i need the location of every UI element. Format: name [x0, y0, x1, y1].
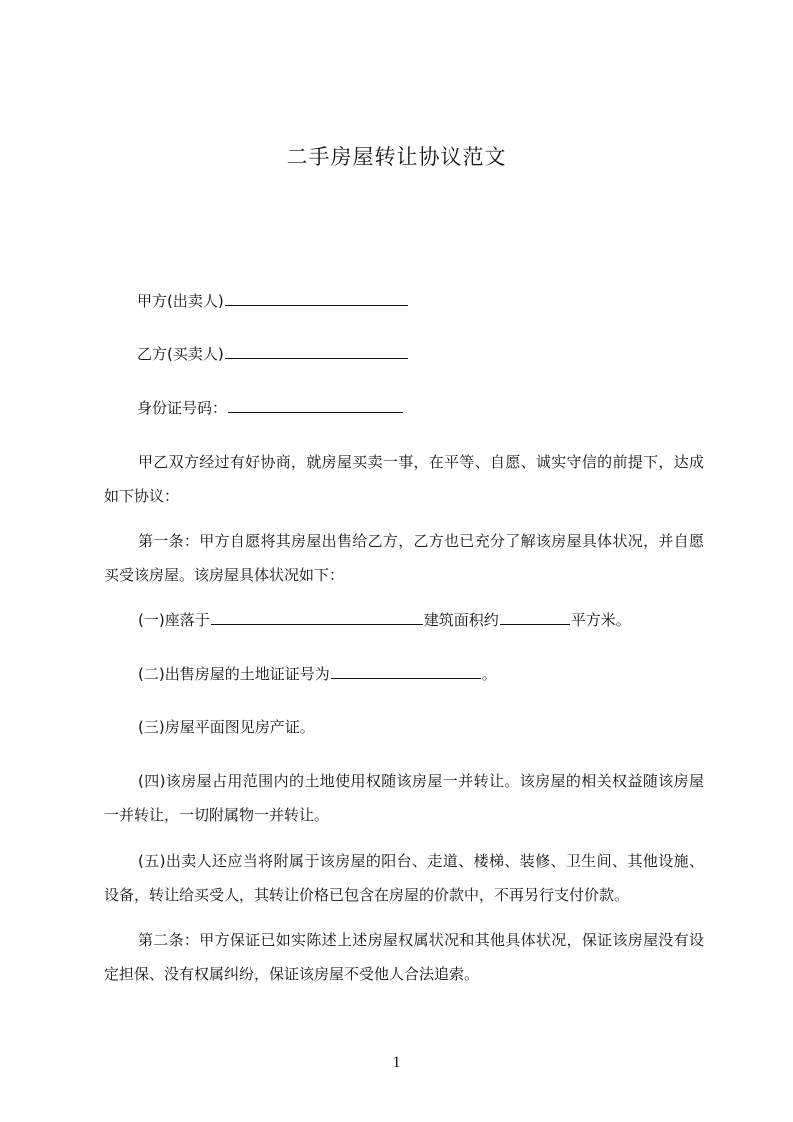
party-a-blank	[225, 291, 408, 306]
party-b-blank	[225, 344, 408, 359]
party-a-label: 甲方(出卖人)	[137, 292, 224, 310]
id-number-label: 身份证号码：	[137, 399, 228, 417]
location-blank	[211, 610, 423, 625]
item-1-suffix: 平方米。	[570, 611, 631, 629]
document-title: 二手房屋转让协议范文	[286, 145, 507, 169]
area-blank	[500, 610, 570, 625]
party-b-label: 乙方(买卖人)	[137, 345, 224, 363]
article-1-paragraph: 第一条：甲方自愿将其房屋出售给乙方，乙方也已充分了解该房屋具体状况，并自愿买受该房屋。该房屋具体状况如下：	[104, 532, 704, 584]
item-2-prefix: (二)出售房屋的土地证证号为	[138, 665, 330, 683]
id-number-line	[137, 398, 404, 418]
item-1-mid: 建筑面积约	[423, 611, 499, 629]
intro-paragraph: 甲乙双方经过有好协商，就房屋买卖一事，在平等、自愿、诚实守信的前提下，达成如下协议：	[104, 453, 704, 505]
item-4-paragraph: (四)该房屋占用范围内的土地使用权随该房屋一并转让。该房屋的相关权益随该房屋一并转让，一切附属物一并转让。	[104, 772, 704, 824]
item-1-prefix: (一)座落于	[138, 611, 210, 629]
item-5-paragraph: (五)出卖人还应当将附属于该房屋的阳台、走道、楼梯、装修、卫生间、其他设施、设备，转让给买受人，其转让价格已包含在房屋的价款中，不再另行支付价款。	[104, 852, 704, 904]
article-2-paragraph: 第二条：甲方保证已如实陈述上述房屋权属状况和其他具体状况，保证该房屋没有设定担保、没有权属纠纷，保证该房屋不受他人合法追索。	[104, 931, 704, 983]
page-number: 1	[392, 1054, 401, 1071]
item-3-line: (三)房屋平面图见房产证。	[138, 718, 315, 736]
item-2-suffix: 。	[481, 665, 497, 683]
id-number-blank	[228, 398, 403, 413]
item-2-line	[138, 664, 497, 684]
party-a-line	[137, 291, 409, 311]
party-b-line	[137, 344, 409, 364]
land-cert-blank	[331, 664, 481, 679]
item-1-line	[138, 610, 631, 630]
